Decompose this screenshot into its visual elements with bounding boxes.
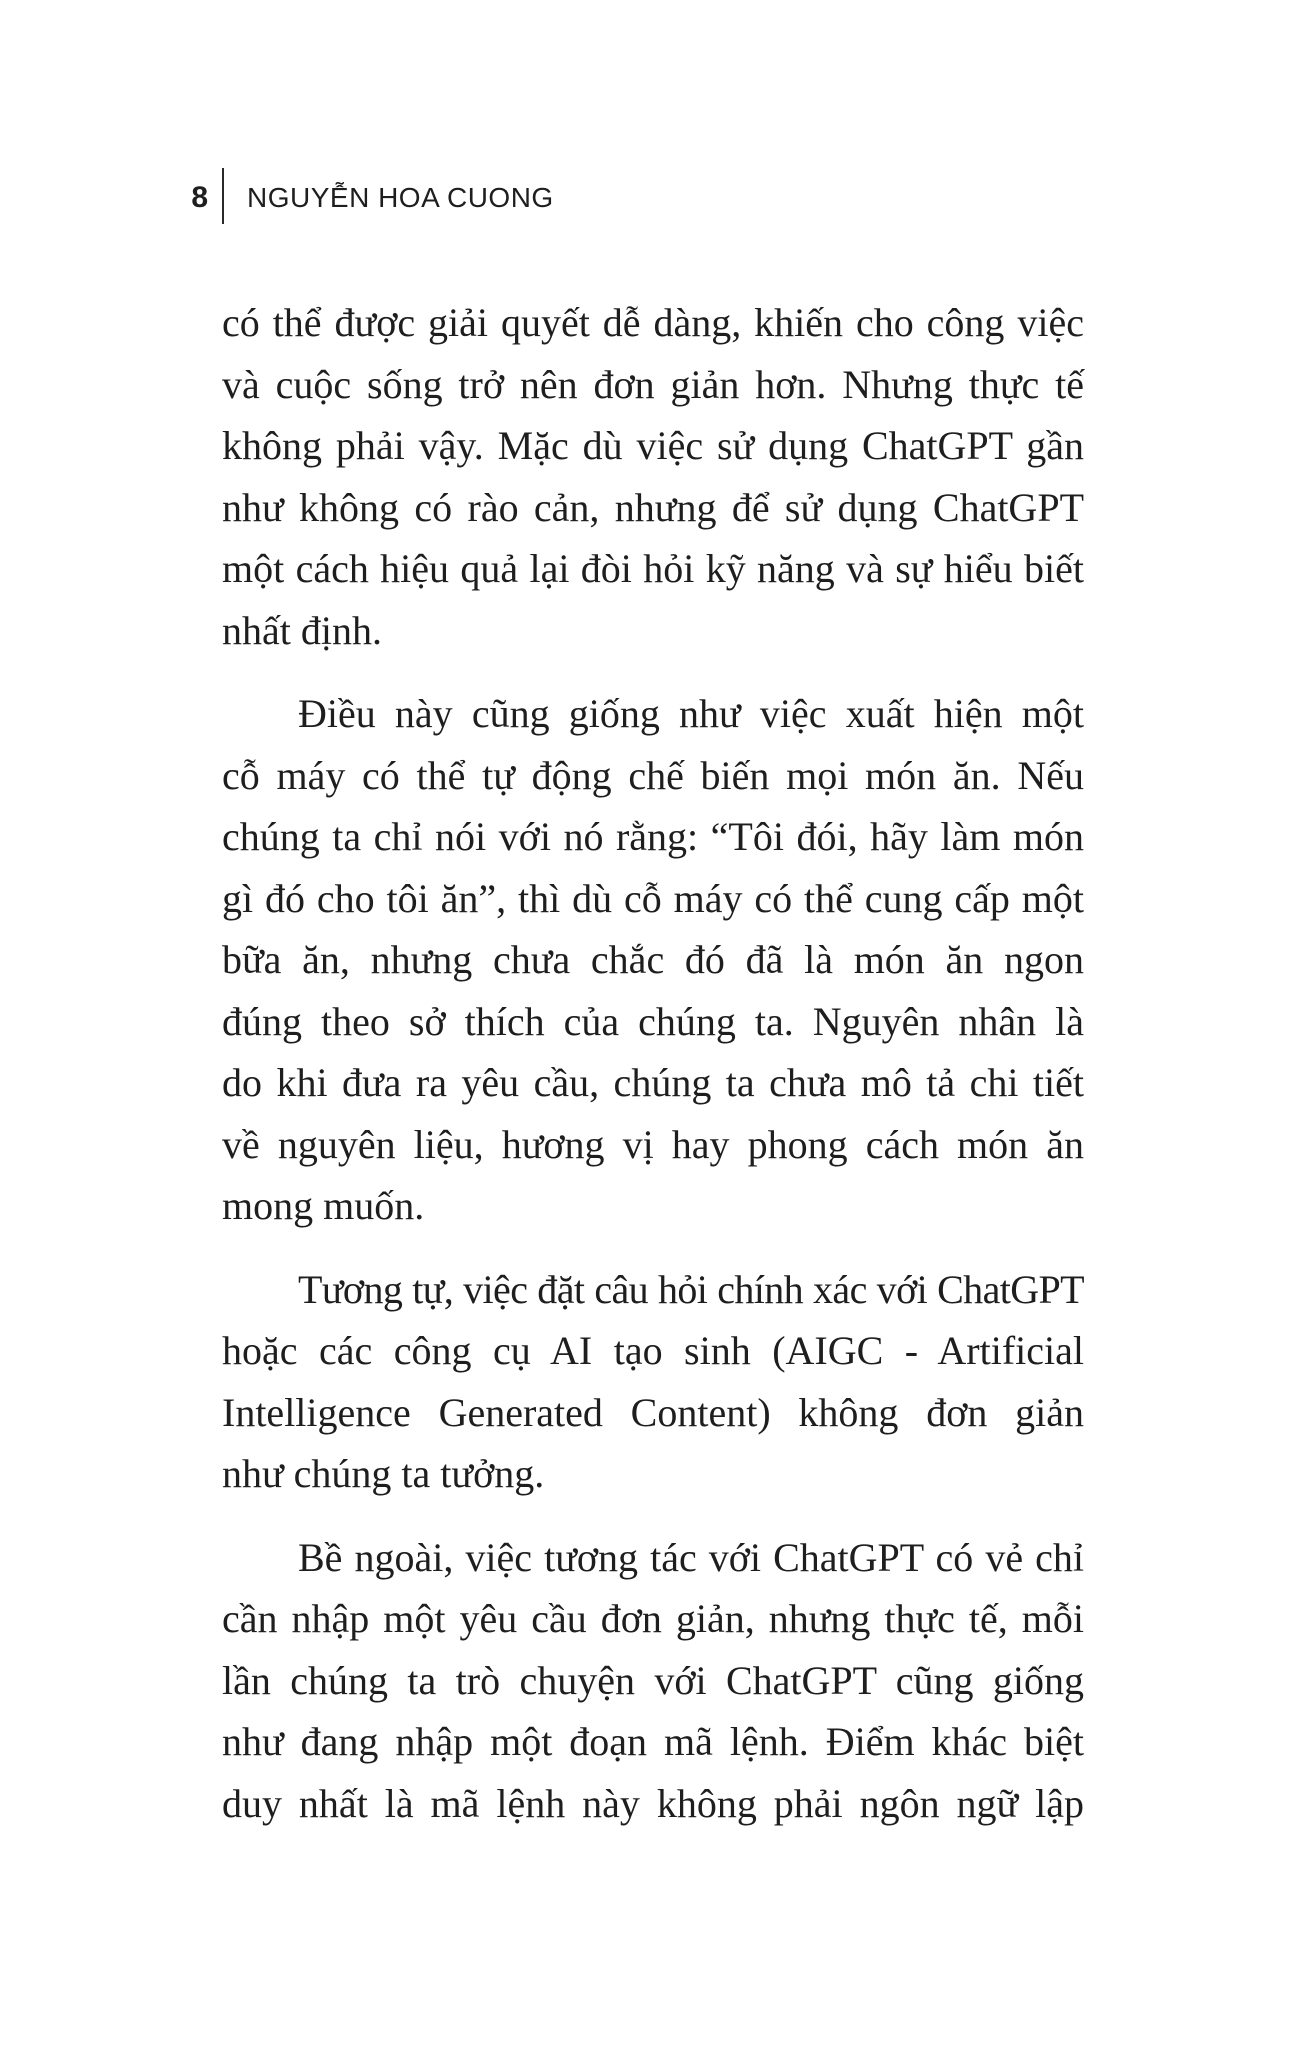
text-line: một cách hiệu quả lại đòi hỏi kỹ năng và sự hiểu biết	[222, 546, 1084, 591]
paragraph-3	[222, 1259, 1084, 1505]
text-line: về nguyên liệu, hương vị hay phong cách món ăn	[222, 1121, 1084, 1167]
text-line: như chúng ta tưởng.	[222, 1451, 545, 1496]
text-line: duy nhất là mã lệnh này không phải ngôn ngữ lập	[222, 1780, 1084, 1826]
text-line: gì đó cho tôi ăn”, thì dù cỗ máy có thể cung cấp một	[222, 875, 1084, 921]
paragraph-2	[222, 683, 1084, 1237]
author-name: NGUYỄN HOA CUONG	[247, 182, 554, 213]
running-header	[0, 168, 1290, 228]
header-divider	[222, 168, 224, 224]
paragraph-1	[222, 292, 1084, 661]
text-line: chúng ta chỉ nói với nó rằng: “Tôi đói, hãy làm món	[222, 814, 1084, 859]
text-line: cần nhập một yêu cầu đơn giản, nhưng thực tế, mỗi	[222, 1596, 1084, 1641]
text-line: có thể được giải quyết dễ dàng, khiến cho công việc	[222, 300, 1084, 345]
text-line: như đang nhập một đoạn mã lệnh. Điểm khác biệt	[222, 1719, 1084, 1764]
text-line: như không có rào cản, nhưng để sử dụng ChatGPT	[222, 484, 1084, 530]
text-line: Bề ngoài, việc tương tác với ChatGPT có vẻ chỉ	[298, 1534, 1084, 1580]
text-line: Tương tự, việc đặt câu hỏi chính xác với ChatGPT	[298, 1266, 1084, 1312]
page-number: 8	[191, 181, 208, 214]
text-line: nhất định.	[222, 607, 382, 653]
text-line: do khi đưa ra yêu cầu, chúng ta chưa mô tả chi tiết	[222, 1060, 1084, 1105]
text-line: mong muốn.	[222, 1183, 425, 1228]
text-line: bữa ăn, nhưng chưa chắc đó đã là món ăn ngon	[222, 937, 1084, 982]
text-line: không phải vậy. Mặc dù việc sử dụng ChatGPT gần	[222, 423, 1084, 468]
text-line: cỗ máy có thể tự động chế biến mọi món ăn. Nếu	[222, 752, 1084, 798]
text-line: đúng theo sở thích của chúng ta. Nguyên nhân là	[222, 998, 1084, 1044]
paragraph-4	[222, 1527, 1084, 1835]
text-line: Điều này cũng giống như việc xuất hiện một	[298, 691, 1084, 736]
text-line: Intelligence Generated Content) không đơn giản	[222, 1389, 1084, 1435]
text-line: hoặc các công cụ AI tạo sinh (AIGC - Artificial	[222, 1328, 1084, 1373]
text-line: lần chúng ta trò chuyện với ChatGPT cũng giống	[222, 1657, 1084, 1703]
text-line: và cuộc sống trở nên đơn giản hơn. Nhưng thực tế	[222, 361, 1084, 407]
body-text	[222, 292, 1084, 1856]
